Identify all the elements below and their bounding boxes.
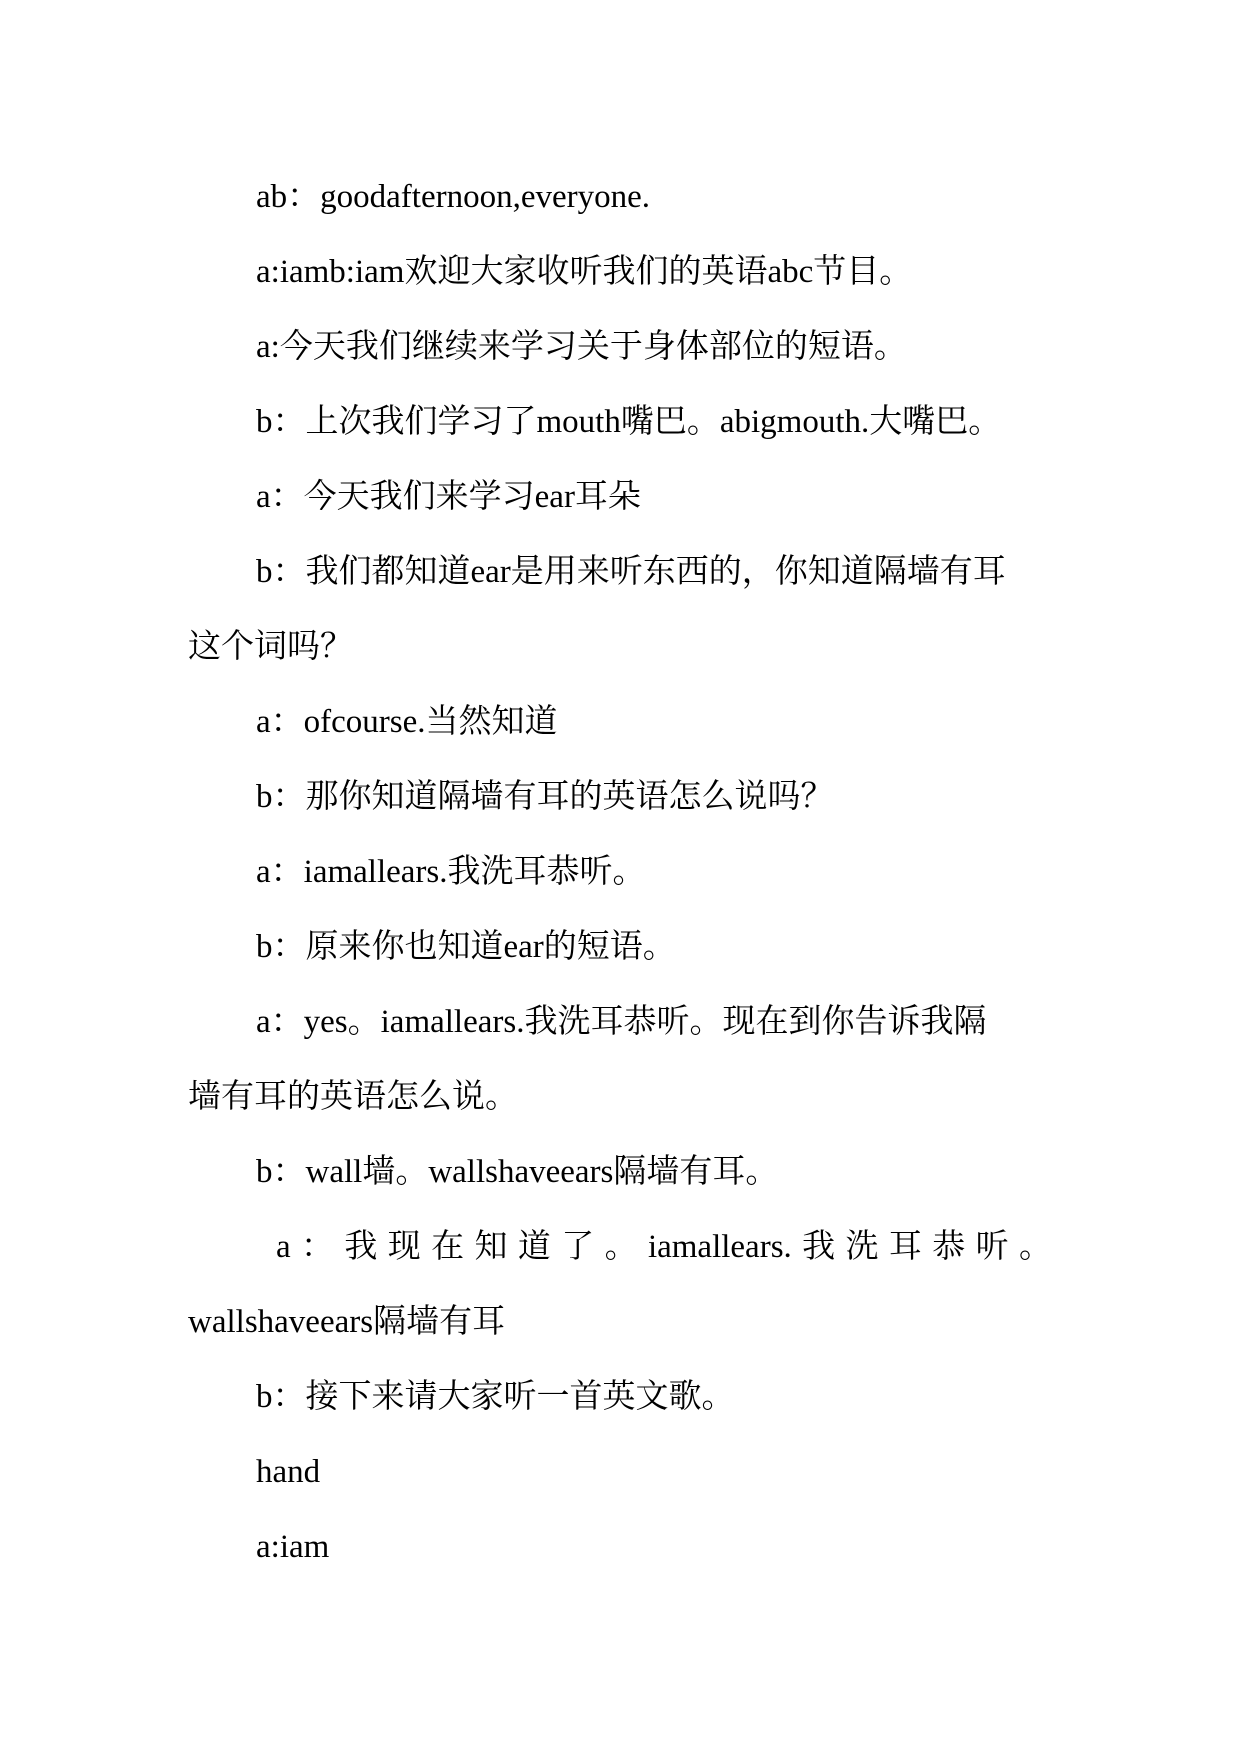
dialogue-line: a：ofcourse.当然知道: [256, 704, 558, 740]
dialogue-line-continuation: wallshaveears隔墙有耳: [188, 1304, 506, 1340]
dialogue-line: b：那你知道隔墙有耳的英语怎么说吗？: [256, 779, 834, 815]
dialogue-line: a:今天我们继续来学习关于身体部位的短语。: [256, 329, 907, 365]
dialogue-line: a:iam: [256, 1529, 330, 1565]
dialogue-line: ab：goodafternoon,everyone.: [256, 179, 651, 215]
section-word: hand: [256, 1454, 321, 1490]
document-body: [188, 160, 1052, 1585]
dialogue-line: a：iamallears.我洗耳恭听。: [256, 854, 646, 890]
dialogue-line: a：yes。iamallears.我洗耳恭听。现在到你告诉我隔: [256, 1004, 987, 1040]
dialogue-line: a:iamb:iam欢迎大家收听我们的英语abc节目。: [256, 254, 913, 290]
dialogue-line-justified: a：我现在知道了。iamallears.我洗耳恭听。: [276, 1229, 1052, 1265]
dialogue-line: a：今天我们来学习ear耳朵: [256, 479, 641, 515]
dialogue-line: b：原来你也知道ear的短语。: [256, 929, 676, 965]
dialogue-line: b：wall墙。wallshaveears隔墙有耳。: [256, 1154, 779, 1190]
dialogue-line: b：我们都知道ear是用来听东西的，你知道隔墙有耳: [256, 554, 1006, 590]
dialogue-line: b：上次我们学习了mouth嘴巴。abigmouth.大嘴巴。: [256, 404, 1002, 440]
dialogue-line-continuation: 墙有耳的英语怎么说。: [188, 1079, 518, 1115]
dialogue-line-continuation: 这个词吗？: [188, 629, 353, 665]
dialogue-line: b：接下来请大家听一首英文歌。: [256, 1379, 735, 1415]
